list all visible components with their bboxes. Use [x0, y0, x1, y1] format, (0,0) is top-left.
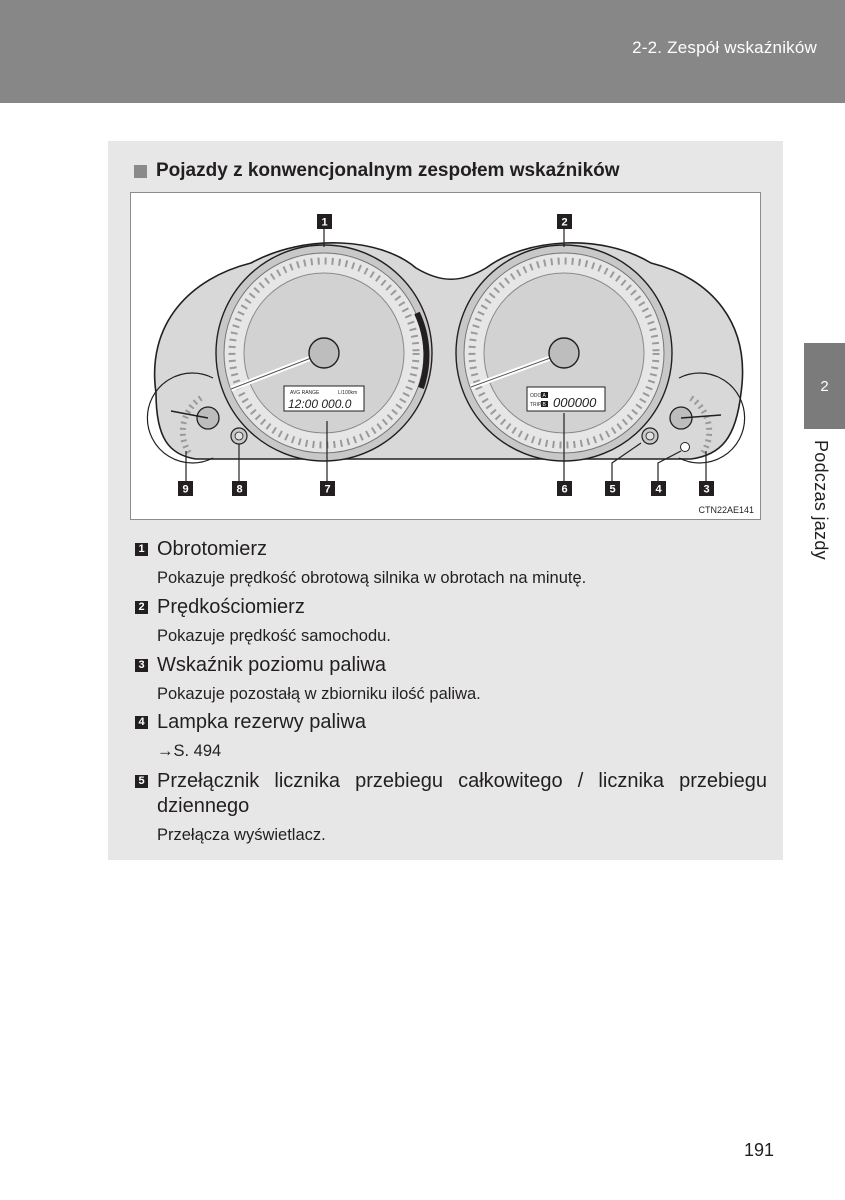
instrument-cluster-illustration — [131, 193, 760, 519]
section-heading — [134, 160, 620, 182]
left-lcd-digits: 12:00 000.0 — [288, 397, 352, 411]
page-reference-link[interactable]: →S. 494 — [157, 742, 222, 760]
section-heading-text: Pojazdy z konwencjonalnym zespołem wskaźników — [156, 160, 620, 181]
list-item — [135, 653, 767, 705]
left-lcd-unit: L/100km — [338, 390, 358, 396]
odo-suffix: A — [542, 393, 546, 399]
item-number-badge: 4 — [135, 716, 148, 729]
tachometer-gauge — [216, 245, 432, 461]
list-item — [135, 537, 767, 589]
callout-5 — [605, 481, 620, 496]
list-item — [135, 710, 767, 762]
item-number-badge: 2 — [135, 601, 148, 614]
right-lcd-digits: 000000 — [553, 395, 597, 410]
figure-code: CTN22AE141 — [698, 505, 754, 515]
callout-2 — [557, 214, 572, 229]
callout-3 — [699, 481, 714, 496]
trip-knob — [642, 428, 658, 444]
trip-suffix: B — [542, 402, 546, 408]
item-number-badge: 3 — [135, 659, 148, 672]
callout-6 — [557, 481, 572, 496]
trip-label: TRIP — [530, 402, 542, 408]
chapter-label: Podczas jazdy — [811, 440, 831, 560]
item-title: Prędkościomierz — [157, 596, 305, 618]
item-title: Wskaźnik poziomu paliwa — [157, 654, 386, 676]
callout-7 — [320, 481, 335, 496]
svg-text:4: 4 — [655, 483, 662, 496]
svg-text:6: 6 — [561, 483, 568, 496]
item-title: Lampka rezerwy paliwa — [157, 711, 366, 733]
header-bar — [0, 0, 845, 103]
svg-text:5: 5 — [609, 483, 616, 496]
list-item — [135, 595, 767, 647]
left-lcd-label: AVG RANGE — [290, 390, 320, 396]
item-title: Przełącznik licznika przebiegu całkowitego / licznika przebiegu dziennego — [157, 770, 767, 817]
chapter-tab[interactable] — [804, 343, 845, 429]
svg-text:3: 3 — [703, 483, 710, 496]
svg-text:1: 1 — [321, 216, 328, 229]
item-description: Pokazuje prędkość samochodu. — [157, 627, 391, 645]
svg-text:2: 2 — [561, 216, 568, 229]
odo-label: ODO — [530, 393, 542, 399]
page-number: 191 — [744, 1140, 775, 1160]
callout-8 — [232, 481, 247, 496]
list-item — [135, 769, 767, 846]
chapter-number: 2 — [820, 377, 829, 395]
svg-text:9: 9 — [182, 483, 189, 496]
item-description: Pokazuje pozostałą w zbiorniku ilość paliwa. — [157, 685, 481, 703]
callout-9 — [178, 481, 193, 496]
callout-4 — [651, 481, 666, 496]
svg-text:8: 8 — [236, 483, 243, 496]
item-description: Pokazuje prędkość obrotową silnika w obrotach na minutę. — [157, 569, 587, 587]
section-header-title: 2-2. Zespół wskaźników — [632, 38, 817, 57]
item-number-badge: 5 — [135, 775, 148, 788]
svg-text:7: 7 — [324, 483, 331, 496]
item-number-badge: 1 — [135, 543, 148, 556]
content-panel — [108, 141, 783, 860]
instrument-cluster-figure — [130, 192, 761, 520]
left-knob — [231, 428, 247, 444]
heading-square-icon — [134, 165, 147, 178]
item-title: Obrotomierz — [157, 538, 268, 560]
fuel-reserve-lamp — [681, 443, 690, 452]
item-description: Przełącza wyświetlacz. — [157, 826, 326, 844]
callout-1 — [317, 214, 332, 229]
